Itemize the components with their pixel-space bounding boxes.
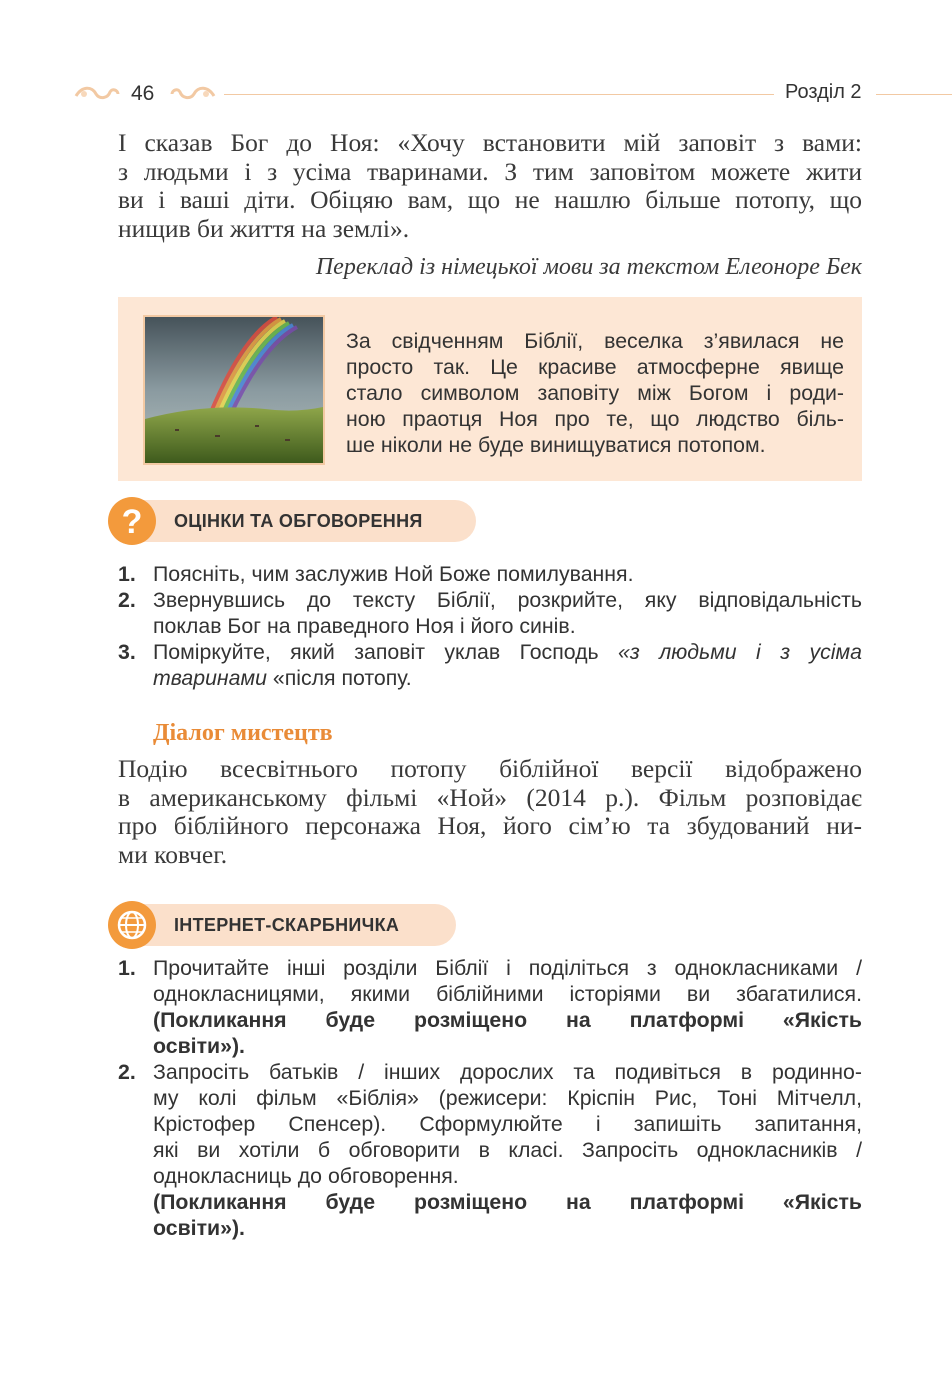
item-text: Поміркуйте, який заповіт уклав Господь — [153, 640, 619, 664]
list-item — [118, 587, 862, 639]
section-label: Розділ 2 — [785, 81, 862, 103]
quote-line: з людьми і з усіма тваринами. З тим заповітом можете жити — [118, 156, 862, 186]
item-line: однокласниць до обговорення. — [153, 1164, 459, 1188]
quote-line: ви і ваші діти. Обіцяю вам, що не нашлю більше потопу, що — [118, 185, 862, 215]
discussion-list — [118, 561, 862, 691]
header-rule — [224, 94, 774, 95]
list-item — [118, 955, 862, 1059]
svg-text:?: ? — [121, 503, 143, 541]
list-item — [118, 1059, 862, 1241]
ornament-icon — [74, 82, 120, 104]
internet-header — [108, 901, 458, 951]
info-line: стало символом заповіту між Богом і роди- — [346, 381, 844, 405]
page-header — [0, 78, 952, 112]
item-number: 1. — [118, 956, 136, 980]
dialog-text — [118, 755, 862, 870]
item-number: 2. — [118, 588, 136, 612]
header-rule-right — [876, 94, 952, 95]
item-line: однокласницями, якими біблійними історіями ви збагатилися. — [153, 982, 862, 1006]
item-line — [153, 639, 862, 665]
info-box — [118, 297, 862, 481]
item-number: 2. — [118, 1060, 136, 1084]
globe-icon — [108, 901, 156, 949]
discussion-header — [108, 497, 478, 547]
info-line: ше ніколи не буде винищуватися потопом. — [346, 433, 766, 457]
internet-list — [118, 955, 862, 1241]
item-line-bold: (Покликання буде розміщено на платформі «Якість — [153, 1190, 862, 1214]
dialog-line: ми ковчег. — [118, 840, 228, 870]
list-item — [118, 639, 862, 691]
dialog-title: Діалог мистецтв — [153, 720, 333, 746]
list-item — [118, 561, 862, 587]
bible-quote — [118, 129, 862, 244]
item-text-italic: «з людьми і з усіма — [618, 640, 862, 664]
dialog-line: про біблійного персонажа Ноя, його сім’ю та збудований ни- — [118, 811, 862, 841]
info-line: За свідченням Біблії, веселка з’явилася не — [346, 329, 844, 353]
item-line: які ви хотіли б обговорити в класі. Запросіть однокласників / — [153, 1138, 862, 1162]
item-line-bold: освіти»). — [153, 1034, 245, 1058]
item-line: Поясніть, чим заслужив Ной Боже помилування. — [153, 562, 634, 586]
item-line: поклав Бог на праведного Ноя і його синів. — [153, 614, 576, 638]
ornament-icon — [170, 82, 216, 104]
quote-line: нищив би життя на землі». — [118, 214, 410, 244]
item-line: Запросіть батьків / інших дорослих та подивіться в родинно- — [153, 1060, 862, 1084]
item-line: Крістофер Спенсер). Сформулюйте і запишіть запитання, — [153, 1112, 862, 1136]
info-line: ною праотця Ноя про те, що людство біль- — [346, 407, 844, 431]
translation-note: Переклад із німецької мови за текстом Елеоноре Бек — [315, 254, 862, 280]
item-line: Звернувшись до тексту Біблії, розкрийте, яку відповідальність — [153, 588, 862, 612]
rainbow-photo — [143, 315, 325, 465]
item-line-bold: (Покликання буде розміщено на платформі «Якість — [153, 1008, 862, 1032]
page-number: 46 — [131, 82, 155, 105]
info-line: просто так. Це красиве атмосферне явище — [346, 355, 844, 379]
item-line: му колі фільм «Біблія» (режисери: Кріспін Рис, Тоні Мітчелл, — [153, 1086, 862, 1110]
item-text: «після потопу. — [266, 666, 412, 690]
item-line: Прочитайте інші розділи Біблії і поділіться з однокласниками / — [153, 956, 862, 980]
item-line — [153, 665, 862, 691]
item-number: 3. — [118, 640, 136, 664]
info-text — [346, 328, 844, 458]
section-title: ІНТЕРНЕТ-СКАРБНИЧКА — [174, 915, 400, 935]
section-title: ОЦІНКИ ТА ОБГОВОРЕННЯ — [174, 511, 423, 531]
item-line-bold: освіти»). — [153, 1216, 245, 1240]
question-icon — [108, 497, 156, 545]
item-text-italic: тваринами — [153, 666, 267, 690]
quote-line: І сказав Бог до Ноя: «Хочу встановити мій заповіт з вами: — [118, 128, 862, 157]
item-number: 1. — [118, 562, 136, 586]
dialog-line: в американському фільмі «Ной» (2014 р.). Фільм розповідає — [118, 782, 862, 812]
dialog-line: Подію всесвітнього потопу біблійної версії відображено — [118, 754, 862, 783]
